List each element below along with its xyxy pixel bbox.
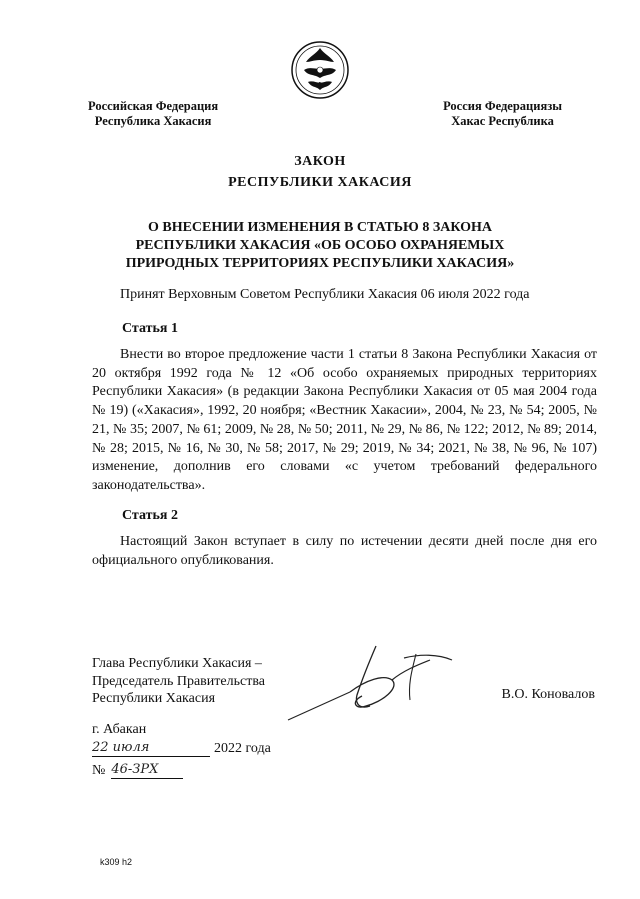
number-prefix: № (92, 763, 106, 778)
law-title-line3: ПРИРОДНЫХ ТЕРРИТОРИЯХ РЕСПУБЛИКИ ХАКАСИЯ» (125, 256, 515, 271)
law-title-line1: О ВНЕСЕНИИ ИЗМЕНЕНИЯ В СТАТЬЮ 8 ЗАКОНА (147, 220, 493, 235)
signatory-line3: Республики Хакасия (92, 691, 216, 706)
header-right-line2: Хакас Республика (451, 114, 554, 128)
law-republic: РЕСПУБЛИКИ ХАКАСИЯ (228, 175, 412, 190)
article-1-heading: Статья 1 (122, 321, 178, 336)
header-left-line2: Республика Хакасия (94, 114, 212, 128)
article-1-text: Внести во второе предложение части 1 статьи 8 Закона Республики Хакасия от 20 октября 1992 года № 12 «Об особо охраняемых природных территориях Республики Хакасия» (в редакции Закона Республики Хакасия от 05 мая 2004 года № 19) («Хакасия», 1992, 20 ноября; «Вестник Хакасии», 2004, № 23, № 54; 2005, № 21, № 35; 2007, № 61; 2009, № 28, № 50; 2011, № 29, № 86, № 122; 2012, № 89; 2014, № 28; 2015, № 16, № 30, № 58; 2017, № 29; 2019, № 34; 2021, № 38, № 96, № 107) изменение, дополнив его словами «с учетом требований федерального законодательства». (92, 347, 597, 493)
header-right (443, 99, 562, 129)
handwritten-signature (280, 640, 470, 730)
adoption-statement: Принят Верховным Советом Республики Хакасия 06 июля 2022 года (120, 287, 530, 302)
law-title (60, 219, 580, 273)
header-left-line1: Российская Федерация (88, 99, 219, 113)
khakassia-coat-of-arms-icon (290, 40, 350, 100)
article-2-text: Настоящий Закон вступает в силу по истечении десяти дней после дня его официального опубликования. (92, 534, 597, 568)
article-2-heading: Статья 2 (122, 508, 178, 523)
signatory-line1: Глава Республики Хакасия – (92, 656, 262, 671)
law-number-line (92, 762, 183, 779)
city: г. Абакан (92, 722, 147, 737)
handwritten-date: 22 июля (92, 740, 210, 757)
signatory-line2: Председатель Правительства (92, 673, 265, 689)
law-title-line2: РЕСПУБЛИКИ ХАКАСИЯ «ОБ ОСОБО ОХРАНЯЕМЫХ (135, 238, 505, 253)
year-suffix: 2022 года (214, 741, 271, 756)
law-word: ЗАКОН (294, 154, 346, 169)
footer-code: k309 h2 (100, 857, 133, 867)
signatory-title (92, 655, 265, 708)
header-right-line1: Россия Федерациязы (443, 99, 562, 113)
date-line (92, 740, 271, 757)
header-left (88, 99, 218, 129)
signatory-name: В.О. Коновалов (501, 687, 595, 702)
handwritten-law-number: 46-ЗРХ (111, 762, 183, 779)
